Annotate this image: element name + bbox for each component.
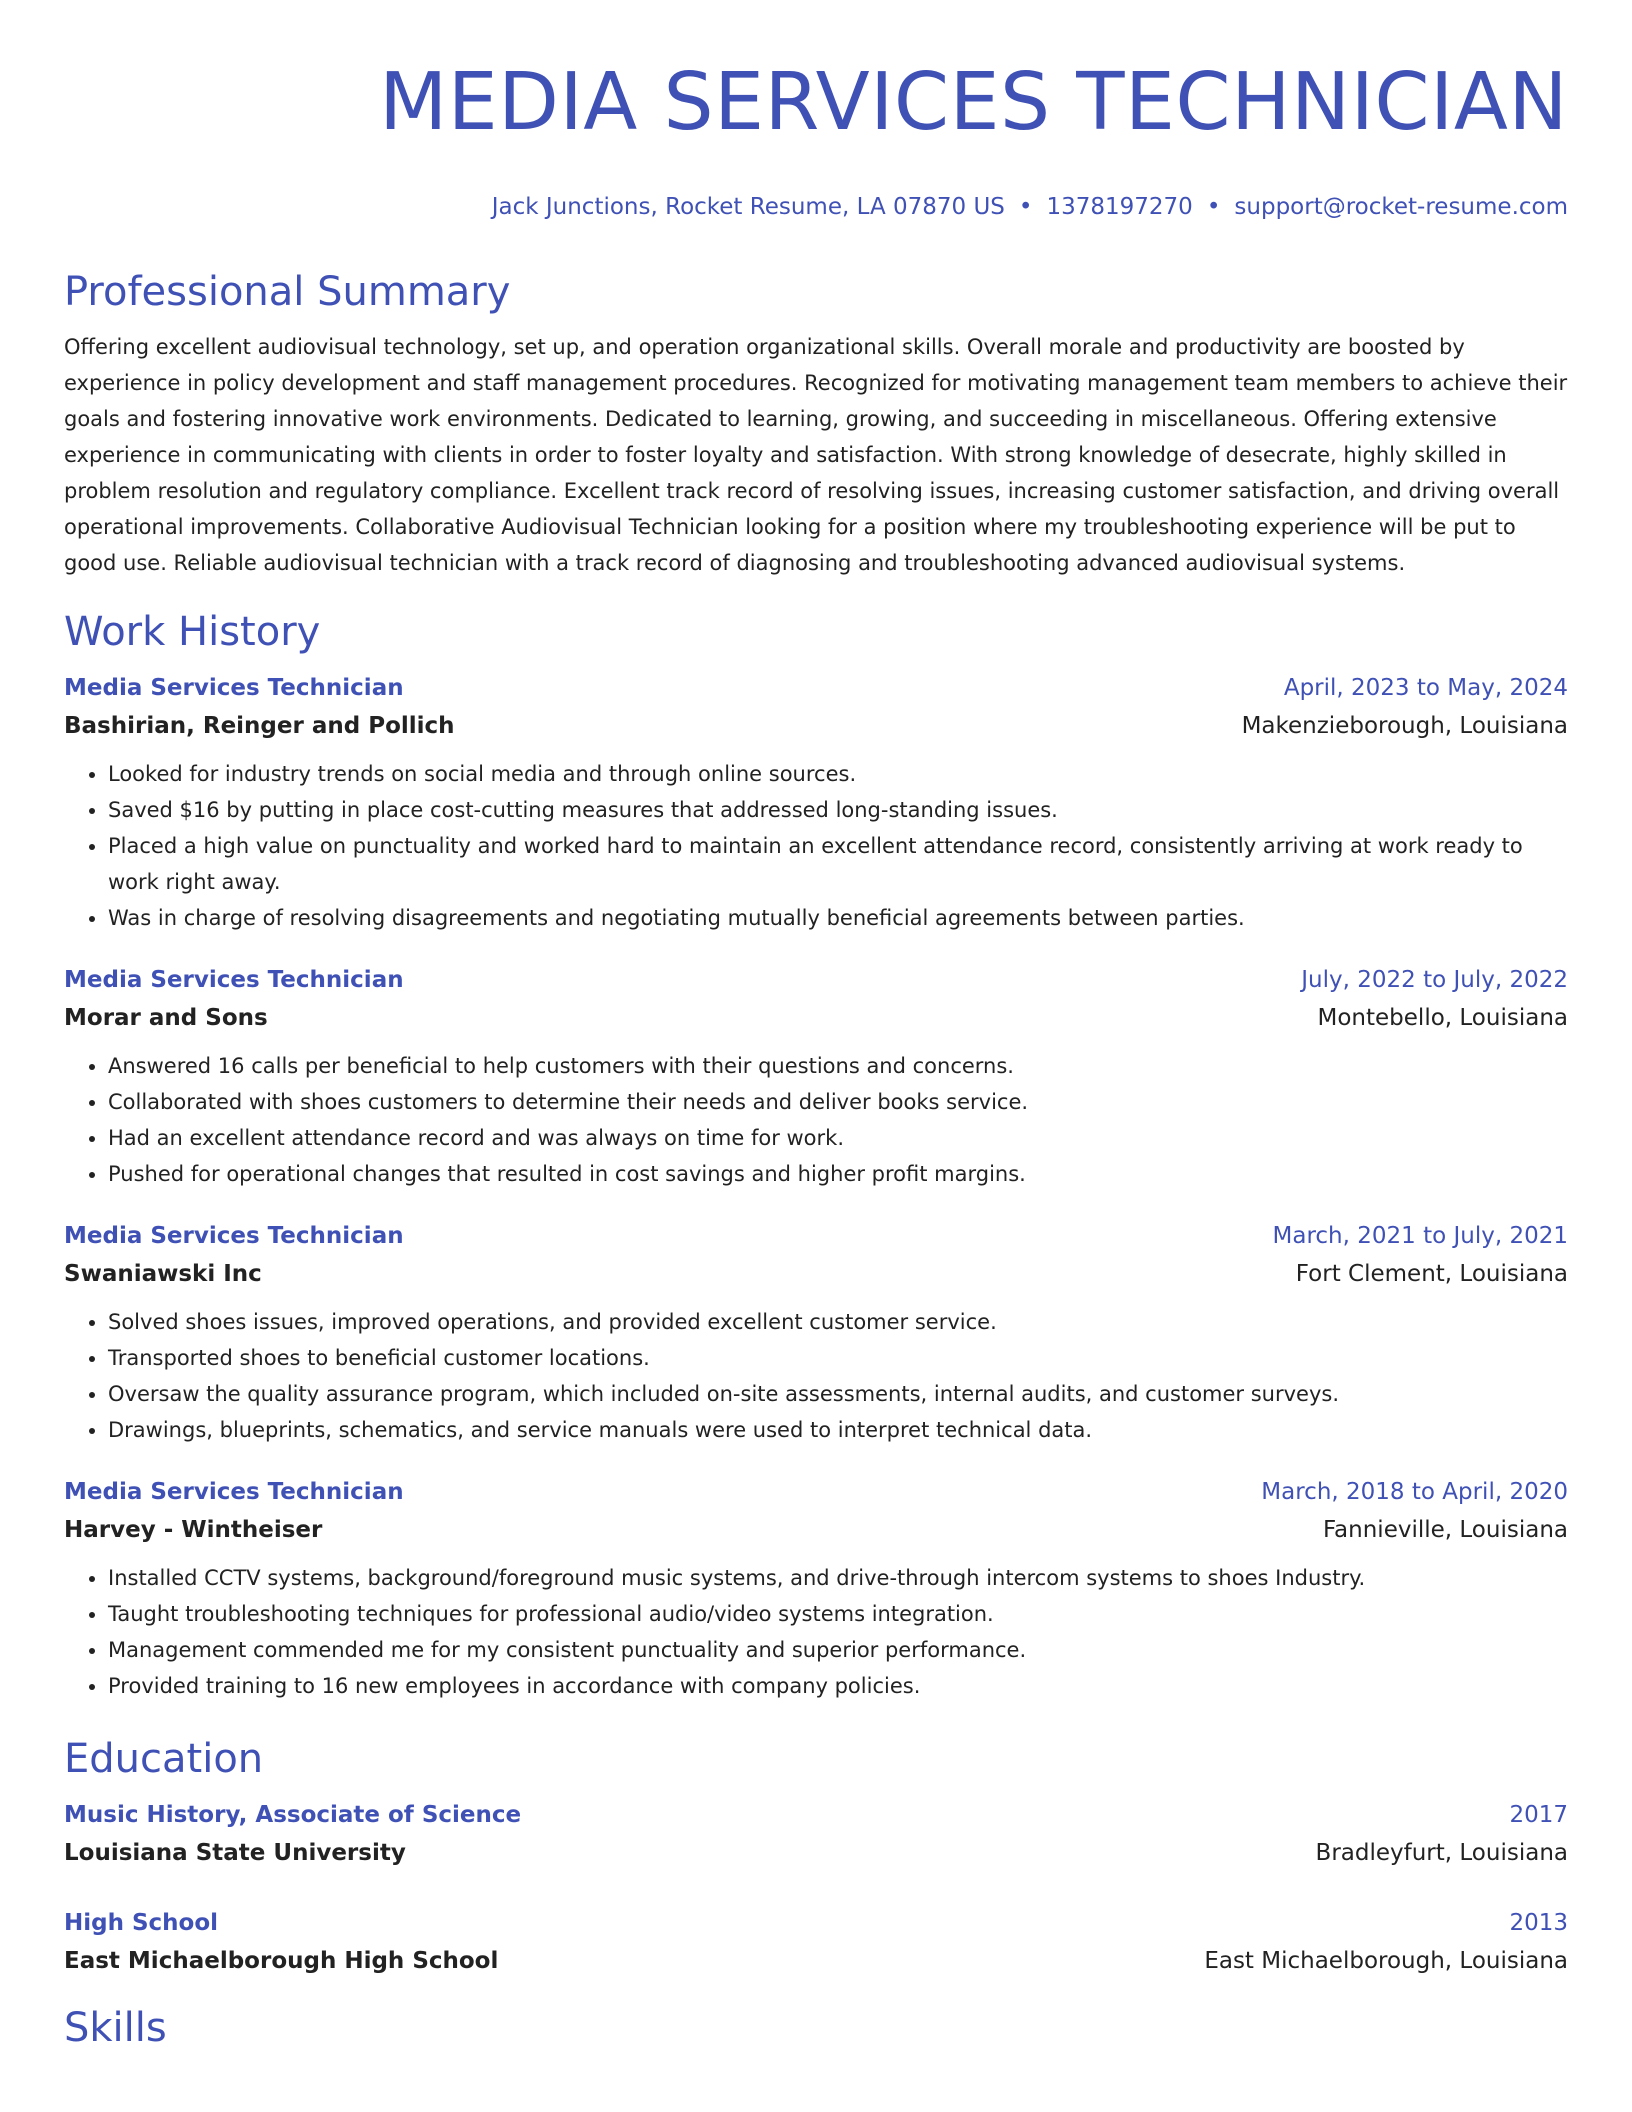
work-entry-subheader xyxy=(64,998,1568,1038)
summary-paragraph: Offering excellent audiovisual technology, set up, and operation organizational skills. Overall morale and productivity are boosted by experience in policy development and staff management procedures. Recognized for motivating management team members to achieve their goals and fostering innovative work environments. Dedicated to learning, growing, and succeeding in miscellaneous. Offering extensive experience in communicating with clients in order to foster loyalty and satisfaction. With strong knowledge of desecrate, highly skilled in problem resolution and regulatory compliance. Excellent track record of resolving issues, increasing customer satisfaction, and driving overall operational improvements. Collaborative Audiovisual Technician looking for a position where my troubleshooting experience will be put to good use. Reliable audiovisual technician with a track record of diagnosing and troubleshooting advanced audiovisual systems. xyxy=(64,335,1568,575)
job-company: Bashirian, Reinger and Pollich xyxy=(64,713,455,739)
work-entry-header xyxy=(64,1218,1568,1254)
job-dates: April, 2023 to May, 2024 xyxy=(1283,675,1568,701)
job-role: Media Services Technician xyxy=(64,967,404,993)
job-bullet-list xyxy=(64,1304,1568,1448)
education-entry xyxy=(64,1797,1568,1873)
education-entry-header xyxy=(64,1905,1568,1941)
job-location: Montebello, Louisiana xyxy=(1317,1005,1568,1031)
job-bullet: • Oversaw the quality assurance program, which included on-site assessments, internal audits, and customer surveys. xyxy=(108,1376,1568,1412)
work-entry-header xyxy=(64,670,1568,706)
section-title-professional-summary: Professional Summary xyxy=(64,269,511,315)
job-location: Makenzieborough, Louisiana xyxy=(1241,713,1568,739)
job-company: Morar and Sons xyxy=(64,1005,268,1031)
education-school: East Michaelborough High School xyxy=(64,1948,499,1974)
job-bullet: • Pushed for operational changes that resulted in cost savings and higher profit margins. xyxy=(108,1156,1568,1192)
job-location: Fannieville, Louisiana xyxy=(1322,1517,1568,1543)
section-title-skills: Skills xyxy=(64,2005,167,2051)
education-school: Louisiana State University xyxy=(64,1840,406,1866)
job-dates: March, 2021 to July, 2021 xyxy=(1272,1223,1568,1249)
contact-address: Jack Junctions, Rocket Resume, LA 07870 US xyxy=(491,194,1005,220)
work-entry xyxy=(64,1218,1568,1448)
job-bullet: • Installed CCTV systems, background/foreground music systems, and drive-through intercom systems to shoes Industry. xyxy=(108,1560,1568,1596)
section-title-education: Education xyxy=(64,1736,264,1782)
job-role: Media Services Technician xyxy=(64,1223,404,1249)
education-degree: Music History, Associate of Science xyxy=(64,1802,522,1828)
education-location: East Michaelborough, Louisiana xyxy=(1204,1948,1568,1974)
job-bullet-list xyxy=(64,756,1568,936)
job-bullet: • Collaborated with shoes customers to determine their needs and deliver books service. xyxy=(108,1084,1568,1120)
section-title-work-history: Work History xyxy=(64,609,321,655)
bullet-separator: • xyxy=(1018,194,1033,220)
education-location: Bradleyfurt, Louisiana xyxy=(1315,1840,1568,1866)
job-dates: March, 2018 to April, 2020 xyxy=(1261,1479,1568,1505)
work-entry xyxy=(64,670,1568,936)
job-company: Swaniawski Inc xyxy=(64,1261,262,1287)
job-bullet: • Had an excellent attendance record and was always on time for work. xyxy=(108,1120,1568,1156)
job-bullet: • Drawings, blueprints, schematics, and service manuals were used to interpret technical data. xyxy=(108,1412,1568,1448)
bullet-separator: • xyxy=(1206,194,1221,220)
contact-email: support@rocket-resume.com xyxy=(1234,194,1568,220)
work-entry xyxy=(64,962,1568,1192)
job-bullet: • Saved $16 by putting in place cost-cutting measures that addressed long-standing issues. xyxy=(108,792,1568,828)
contact-phone: 1378197270 xyxy=(1046,194,1193,220)
work-entry-subheader xyxy=(64,1510,1568,1550)
job-bullet: • Looked for industry trends on social media and through online sources. xyxy=(108,756,1568,792)
contact-line xyxy=(64,192,1568,222)
education-entry-header xyxy=(64,1797,1568,1833)
job-bullet: • Answered 16 calls per beneficial to help customers with their questions and concerns. xyxy=(108,1048,1568,1084)
job-bullet: • Was in charge of resolving disagreements and negotiating mutually beneficial agreements between parties. xyxy=(108,900,1568,936)
job-bullet: • Provided training to 16 new employees in accordance with company policies. xyxy=(108,1668,1568,1704)
education-year: 2017 xyxy=(1509,1802,1568,1828)
work-entry-header xyxy=(64,962,1568,998)
job-role: Media Services Technician xyxy=(64,675,404,701)
job-bullet: • Solved shoes issues, improved operations, and provided excellent customer service. xyxy=(108,1304,1568,1340)
job-bullet-list xyxy=(64,1560,1568,1704)
job-role: Media Services Technician xyxy=(64,1479,404,1505)
job-bullet: • Transported shoes to beneficial customer locations. xyxy=(108,1340,1568,1376)
resume-title: MEDIA SERVICES TECHNICIAN xyxy=(379,56,1568,148)
job-location: Fort Clement, Louisiana xyxy=(1295,1261,1568,1287)
job-bullet: • Placed a high value on punctuality and worked hard to maintain an excellent attendance record, consistently arriving at work ready to work right away. xyxy=(108,828,1568,900)
work-entry xyxy=(64,1474,1568,1704)
work-entry-subheader xyxy=(64,1254,1568,1294)
job-bullet: • Taught troubleshooting techniques for professional audio/video systems integration. xyxy=(108,1596,1568,1632)
education-entry-subheader xyxy=(64,1941,1568,1981)
education-degree: High School xyxy=(64,1910,219,1936)
education-entry xyxy=(64,1905,1568,1981)
work-entry-subheader xyxy=(64,706,1568,746)
education-year: 2013 xyxy=(1509,1910,1568,1936)
job-bullet: • Management commended me for my consistent punctuality and superior performance. xyxy=(108,1632,1568,1668)
education-entry-subheader xyxy=(64,1833,1568,1873)
job-dates: July, 2022 to July, 2022 xyxy=(1301,967,1568,993)
job-company: Harvey - Wintheiser xyxy=(64,1517,323,1543)
work-entry-header xyxy=(64,1474,1568,1510)
job-bullet-list xyxy=(64,1048,1568,1192)
